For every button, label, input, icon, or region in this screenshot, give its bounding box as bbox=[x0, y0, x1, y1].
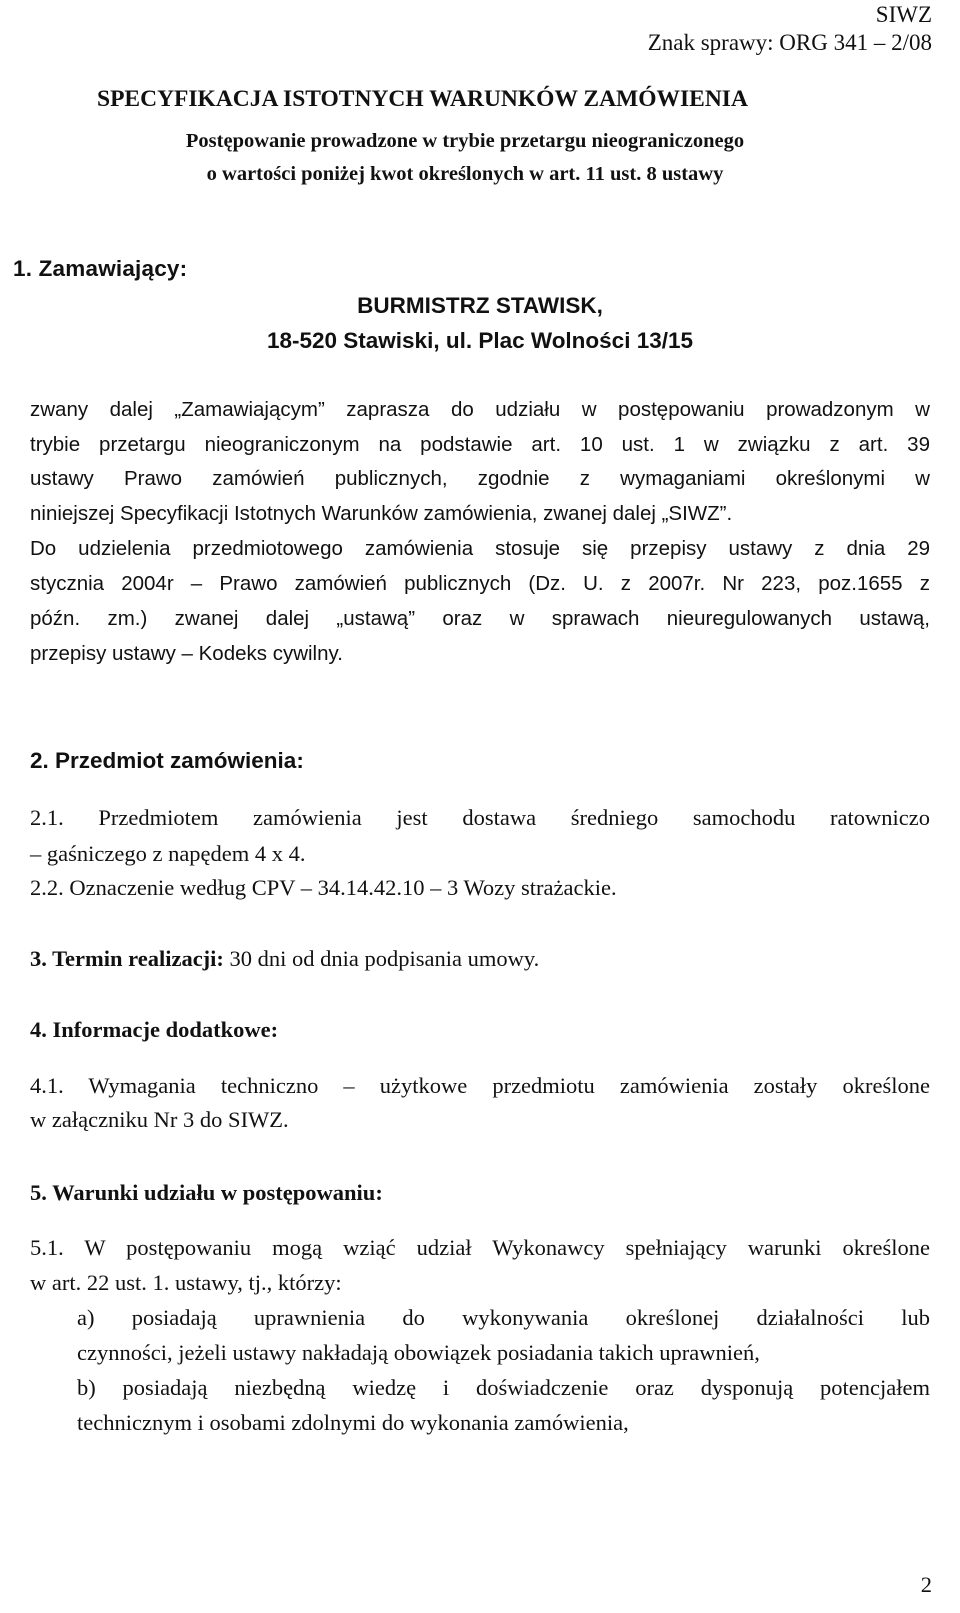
item-2-1-line: – gaśniczego z napędem 4 x 4. bbox=[30, 841, 306, 866]
contracting-authority-address: 18-520 Stawiski, ul. Plac Wolności 13/15 bbox=[266, 328, 694, 353]
doc-code: SIWZ bbox=[875, 2, 932, 27]
paragraph-line: zwany dalej „Zamawiającym” zaprasza do udziału w postępowaniu prowadzonym w bbox=[30, 398, 930, 421]
point-a-line: czynności, jeżeli ustawy nakładają obowiązek posiadania takich uprawnień, bbox=[77, 1340, 760, 1365]
paragraph-line: przepisy ustawy – Kodeks cywilny. bbox=[30, 642, 343, 665]
page-number: 2 bbox=[920, 1572, 932, 1597]
paragraph-line: późn. zm.) zwanej dalej „ustawą” oraz w sprawach nieuregulowanych ustawą, bbox=[30, 607, 930, 630]
paragraph-line: ustawy Prawo zamówień publicznych, zgodnie z wymaganiami określonymi w bbox=[30, 467, 930, 490]
case-number: Znak sprawy: ORG 341 – 2/08 bbox=[647, 30, 932, 55]
title-line-1: Postępowanie prowadzone w trybie przetargu nieograniczonego bbox=[185, 130, 745, 152]
item-2-1-line: 2.1. Przedmiotem zamówienia jest dostawa średniego samochodu ratowniczo bbox=[30, 805, 930, 830]
paragraph-line: trybie przetargu nieograniczonym na podstawie art. 10 ust. 1 w związku z art. 39 bbox=[30, 433, 930, 456]
point-b-line: b) posiadają niezbędną wiedzę i doświadczenie oraz dysponują potencjałem bbox=[77, 1375, 930, 1400]
section-1-heading: 1. Zamawiający: bbox=[13, 256, 188, 281]
section-5-heading: 5. Warunki udziału w postępowaniu: bbox=[30, 1180, 383, 1205]
document-title: SPECYFIKACJA ISTOTNYCH WARUNKÓW ZAMÓWIENIA bbox=[97, 86, 748, 112]
section-4-heading: 4. Informacje dodatkowe: bbox=[30, 1017, 279, 1042]
section-2-heading: 2. Przedmiot zamówienia: bbox=[30, 748, 304, 773]
item-5-1-line: w art. 22 ust. 1. ustawy, tj., którzy: bbox=[30, 1270, 342, 1295]
paragraph-line: Do udzielenia przedmiotowego zamówienia stosuje się przepisy ustawy z dnia 29 bbox=[30, 537, 930, 560]
item-4-1-line: 4.1. Wymagania techniczno – użytkowe przedmiotu zamówienia zostały określone bbox=[30, 1073, 930, 1098]
point-b-line: technicznym i osobami zdolnymi do wykonania zamówienia, bbox=[77, 1410, 629, 1435]
section-3-value: 30 dni od dnia podpisania umowy. bbox=[223, 946, 540, 971]
title-line-2: o wartości poniżej kwot określonych w art. 11 ust. 8 ustawy bbox=[206, 163, 724, 185]
point-a-line: a) posiadają uprawnienia do wykonywania określonej działalności lub bbox=[77, 1305, 930, 1330]
section-3-heading: 3. Termin realizacji: bbox=[30, 946, 224, 971]
item-4-1-line: w załączniku Nr 3 do SIWZ. bbox=[30, 1107, 289, 1132]
section-3 bbox=[30, 946, 539, 972]
item-2-2: 2.2. Oznaczenie według CPV – 34.14.42.10 – 3 Wozy strażackie. bbox=[30, 875, 617, 900]
paragraph-line: niniejszej Specyfikacji Istotnych Warunków zamówienia, zwanej dalej „SIWZ”. bbox=[30, 502, 733, 525]
contracting-authority-name: BURMISTRZ STAWISK, bbox=[357, 293, 603, 318]
item-5-1-line: 5.1. W postępowaniu mogą wziąć udział Wykonawcy spełniający warunki określone bbox=[30, 1235, 930, 1260]
paragraph-line: stycznia 2004r – Prawo zamówień publicznych (Dz. U. z 2007r. Nr 223, poz.1655 z bbox=[30, 572, 930, 595]
